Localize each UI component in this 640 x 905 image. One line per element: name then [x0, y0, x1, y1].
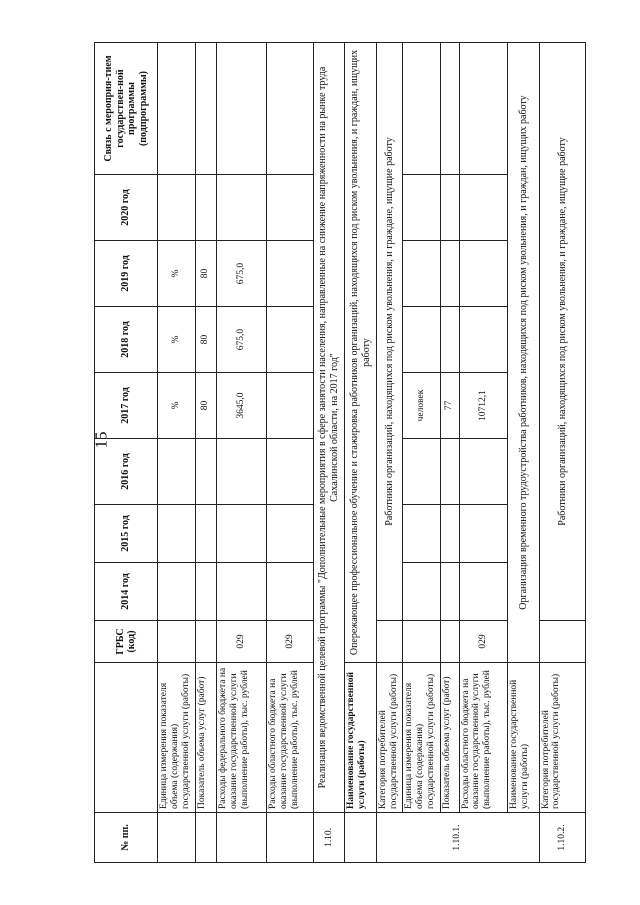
cell-2016: [459, 439, 507, 505]
link-cell: [216, 43, 267, 175]
grbs-cell: [376, 621, 402, 663]
subsection-num: 1.10.2.: [539, 813, 585, 863]
table-row: [440, 43, 459, 863]
header-name: [95, 663, 158, 813]
table-row: [376, 43, 402, 863]
grbs-cell: 029: [216, 621, 267, 663]
cell-2014: [195, 563, 216, 621]
name-cell: Единица измерения показателя объема (содержания) государственной услуги (работы): [402, 663, 440, 813]
cell-2019: [267, 241, 313, 307]
name-cell: Расходы областного бюджета на оказание государственной услуги (выполнение работы), тыс. рублей: [459, 663, 507, 813]
header-2018: 2018 год: [95, 307, 158, 373]
header-row: [95, 43, 158, 863]
cell-2019: 675,0: [216, 241, 267, 307]
name-cell: Расходы областного бюджета на оказание государственной услуги (выполнение работы), тыс. рублей: [267, 663, 313, 813]
num-cell: [345, 813, 377, 863]
consumer-category: Работники организаций, находящихся под риском увольнения, и граждане, ищущие работу: [376, 43, 402, 621]
cell-2020: [459, 175, 507, 241]
program-table: [91, 42, 586, 863]
cell-2018: [459, 307, 507, 373]
header-grbs: ГРБС (код): [95, 621, 158, 663]
cell-2020: [195, 175, 216, 241]
table-row: [459, 43, 507, 863]
link-cell: [402, 43, 440, 175]
cell-2020: [440, 175, 459, 241]
table-row: [539, 43, 585, 863]
link-cell: [158, 43, 196, 175]
service-name: Организация временного трудоустройства работников, находящихся под риском увольнения, и граждан, ищущих работу: [507, 43, 539, 663]
cell-2017: человек: [402, 373, 440, 439]
num-cell: [158, 813, 196, 863]
cell-2020: [402, 175, 440, 241]
cell-2017: 77: [440, 373, 459, 439]
table-row: [345, 43, 377, 863]
header-2015: 2015 год: [95, 505, 158, 563]
link-cell: [267, 43, 313, 175]
cell-2016: [440, 439, 459, 505]
section-num: 1.10.: [313, 813, 345, 863]
header-num: № пп.: [95, 813, 158, 863]
grbs-cell: 029: [267, 621, 313, 663]
name-cell: Показатель объема услуг (работ): [195, 663, 216, 813]
header-2014: 2014 год: [95, 563, 158, 621]
cell-2019: [402, 241, 440, 307]
cell-2019: [459, 241, 507, 307]
cell-2015: [195, 505, 216, 563]
name-cell: Категория потребителей государственной услуги (работы): [376, 663, 402, 813]
section-title: Реализация ведомственной целевой программы "Дополнительные мероприятия в сфере занятости населения, направленные на снижение напряженности на рынке труда Сахалинской области, на 2017 год": [313, 43, 345, 813]
cell-2015: [216, 505, 267, 563]
num-cell: [216, 813, 267, 863]
cell-2020: [267, 175, 313, 241]
cell-2015: [402, 505, 440, 563]
cell-2016: [195, 439, 216, 505]
grbs-cell: [440, 621, 459, 663]
header-2017: 2017 год: [95, 373, 158, 439]
name-cell: Показатель объема услуг (работ): [440, 663, 459, 813]
cell-2018: %: [158, 307, 196, 373]
name-cell: Расходы федерального бюджета на оказание государственной услуги (выполнение работы), тыс. рублей: [216, 663, 267, 813]
name-cell: Категория потребителей государственной услуги (работы): [539, 663, 585, 813]
cell-2014: [216, 563, 267, 621]
table-row: [267, 43, 313, 863]
name-cell: Наименование государственной услуги (работы): [507, 663, 539, 813]
page-number: 15: [91, 431, 111, 449]
cell-2016: [402, 439, 440, 505]
cell-2016: [216, 439, 267, 505]
cell-2016: [158, 439, 196, 505]
grbs-cell: [158, 621, 196, 663]
cell-2014: [402, 563, 440, 621]
cell-2015: [267, 505, 313, 563]
cell-2017: %: [158, 373, 196, 439]
link-cell: [459, 43, 507, 175]
cell-2016: [267, 439, 313, 505]
cell-2015: [440, 505, 459, 563]
cell-2015: [158, 505, 196, 563]
table-row: [507, 43, 539, 863]
cell-2014: [158, 563, 196, 621]
num-cell: [195, 813, 216, 863]
grbs-cell: [539, 621, 585, 663]
link-cell: [440, 43, 459, 175]
cell-2014: [459, 563, 507, 621]
cell-2015: [459, 505, 507, 563]
name-cell: Единица измерения показателя объема (содержания) государственной услуги (работы): [158, 663, 196, 813]
rotated-table-wrapper: [91, 43, 586, 863]
name-cell: Наименование государственной услуги (работы): [345, 663, 377, 813]
header-2016: 2016 год: [95, 439, 158, 505]
header-link: Связь с мероприя-тием государствен-ной программы (подпрограммы): [95, 43, 158, 175]
cell-2018: [267, 307, 313, 373]
cell-2017: 80: [195, 373, 216, 439]
cell-2018: 675,0: [216, 307, 267, 373]
table-row: [402, 43, 440, 863]
table-row: [195, 43, 216, 863]
num-cell: [267, 813, 313, 863]
section-row: [313, 43, 345, 863]
subsection-num: 1.10.1.: [376, 813, 539, 863]
service-name: Опережающее профессиональное обучение и стажировка работников организаций, находящихся под риском увольнения, и граждан, ищущих работу: [345, 43, 377, 663]
header-2020: 2020 год: [95, 175, 158, 241]
table-row: [216, 43, 267, 863]
cell-2017: 10712,1: [459, 373, 507, 439]
table-row: [158, 43, 196, 863]
cell-2014: [267, 563, 313, 621]
cell-2019: [440, 241, 459, 307]
cell-2017: [267, 373, 313, 439]
cell-2014: [440, 563, 459, 621]
header-2019: 2019 год: [95, 241, 158, 307]
grbs-cell: [402, 621, 440, 663]
cell-2018: 80: [195, 307, 216, 373]
grbs-cell: [195, 621, 216, 663]
cell-2018: [440, 307, 459, 373]
consumer-category: Работники организаций, находящихся под риском увольнения, и граждане, ищущие работу: [539, 43, 585, 621]
link-cell: [195, 43, 216, 175]
cell-2020: [216, 175, 267, 241]
cell-2019: 80: [195, 241, 216, 307]
cell-2020: [158, 175, 196, 241]
grbs-cell: 029: [459, 621, 507, 663]
cell-2017: 3645,0: [216, 373, 267, 439]
cell-2019: %: [158, 241, 196, 307]
cell-2018: [402, 307, 440, 373]
